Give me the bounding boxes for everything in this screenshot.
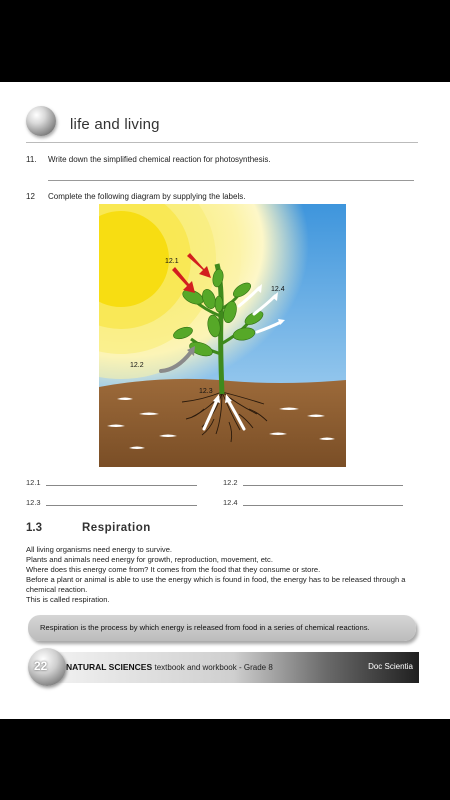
book-subtitle: textbook and workbook - Grade 8 (154, 663, 273, 672)
chapter-title: life and living (70, 116, 160, 133)
body-paragraph: Plants and animals need energy for growth, reproduction, movement, etc. (26, 555, 273, 564)
body-paragraph: Before a plant or animal is able to use the energy which is found in food, the energy has to be released through a chemical reaction. (26, 575, 406, 594)
book-title-main: NATURAL SCIENCES (66, 662, 153, 672)
blank-answer-line[interactable] (46, 505, 197, 506)
blank-answer-line[interactable] (243, 485, 403, 486)
definition-callout (28, 615, 416, 641)
label-12-3: 12.3 (199, 388, 213, 395)
page-number: 22 (34, 659, 48, 673)
blank-answer-line[interactable] (243, 505, 403, 506)
blank-answer-line[interactable] (46, 485, 197, 486)
publisher-name: Doc Scientia (368, 662, 413, 671)
question-number: 12 (26, 192, 35, 201)
body-paragraph: All living organisms need energy to survive. (26, 545, 173, 554)
blank-label: 12.2 (223, 478, 238, 487)
chapter-orb-icon (26, 106, 56, 136)
label-12-4: 12.4 (271, 286, 285, 293)
body-paragraph: This is called respiration. (26, 595, 110, 604)
question-text: Complete the following diagram by supplying the labels. (48, 192, 246, 201)
page-footer (28, 648, 419, 686)
body-paragraph: Where does this energy come from? It comes from the food that they consume or store. (26, 565, 321, 574)
label-12-1: 12.1 (165, 258, 179, 265)
page-header (0, 82, 450, 140)
answer-line-11[interactable] (48, 180, 414, 181)
textbook-page (0, 82, 450, 719)
section-title: Respiration (82, 522, 151, 534)
section-number: 1.3 (26, 522, 42, 534)
blank-label: 12.4 (223, 498, 238, 507)
blank-label: 12.3 (26, 498, 41, 507)
blank-label: 12.1 (26, 478, 41, 487)
body-text (26, 545, 421, 605)
question-text: Write down the simplified chemical reaction for photosynthesis. (48, 155, 271, 164)
header-divider (26, 142, 418, 143)
definition-text: Respiration is the process by which energy is released from food in a series of chemical reactions. (40, 623, 370, 632)
book-title (66, 662, 273, 672)
photosynthesis-diagram (99, 204, 346, 467)
label-12-2: 12.2 (130, 362, 144, 369)
question-number: 11. (26, 155, 37, 164)
